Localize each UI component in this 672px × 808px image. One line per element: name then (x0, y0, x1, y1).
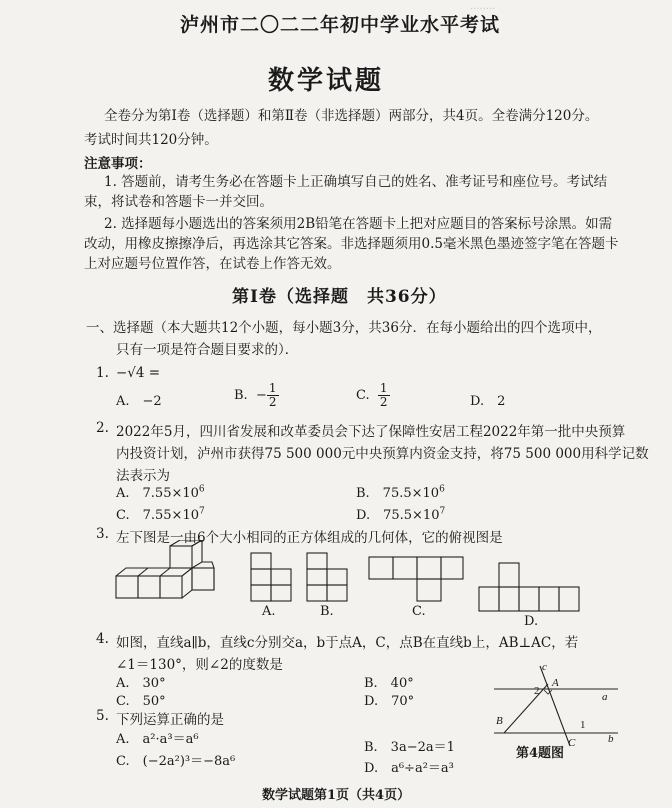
note-2c: 上对应题号位置作答，在试卷上作答无效。 (84, 256, 341, 272)
q5-option-a: A. a²·a³＝a⁶ (116, 732, 199, 747)
q3-option-b: B. (320, 604, 334, 619)
q3-number: 3. (96, 526, 109, 542)
q5-number: 5. (96, 708, 109, 724)
q5-stem: 下列运算正确的是 (116, 712, 224, 728)
label-C: C (568, 737, 576, 749)
q2-option-a: A. $7.55\times 10^6$ (116, 484, 205, 501)
q4-figure (484, 660, 624, 750)
q4-figure-caption: 第4题图 (516, 746, 565, 761)
q1-option-a: A. −2 (116, 394, 162, 409)
q1-option-c: C. $\frac{1}{2}$ (356, 381, 388, 409)
q1-option-b: B. − $\frac{1}{2}$ (234, 381, 277, 409)
exam-title: 泸州市二〇二二年初中学业水平考试 (180, 14, 501, 36)
notes-title: 注意事项： (84, 156, 152, 172)
label-A: A (552, 677, 559, 689)
q3-solid-figure (112, 540, 222, 612)
q2-line-1: 2022年5月，四川省发展和改革委员会下达了保障性安居工程2022年第一批中央预算 (116, 424, 626, 440)
q2-line-2: 内投资计划，泸州市获得75 500 000元中央预算内资金支持，将75 500 000用科学记数 (116, 446, 649, 462)
q2-number: 2. (96, 420, 109, 436)
q3-option-d-figure (478, 562, 582, 614)
q5-option-c: C. (−2a²)³＝−8a⁶ (116, 754, 236, 769)
q2-option-c: C. $7.55\times 10^7$ (116, 506, 205, 523)
q2-option-d: D. $75.5\times 10^7$ (356, 506, 446, 523)
q4-number: 4. (96, 631, 109, 647)
q4-option-d: D. 70° (364, 694, 415, 709)
section-title: 第Ⅰ卷（选择题 共36分） (232, 287, 447, 307)
q4-option-a: A. 30° (116, 676, 166, 691)
label-2: 2 (534, 685, 540, 697)
note-2b: 改动，用橡皮擦擦净后，再选涂其它答案。非选择题须用0.5毫米黑色墨迹签字笔在答题卡 (84, 236, 619, 252)
intro-line-1: 全卷分为第Ⅰ卷（选择题）和第Ⅱ卷（非选择题）两部分，共4页。全卷满分120分。 (104, 108, 599, 124)
q2-option-b: B. $75.5\times 10^6$ (356, 484, 445, 501)
q3-option-c: C. (412, 604, 426, 619)
segment-ab (504, 684, 548, 733)
q5-option-b: B. 3a−2a＝1 (364, 740, 455, 755)
note-2a: 2. 选择题每小题选出的答案须用2B铅笔在答题卡上把对应题目的答案标号涂黑。如需 (104, 216, 613, 232)
bleed-through-text: ‧‧‧‧‧‧‧‧ (470, 4, 496, 15)
label-B: B (496, 715, 503, 727)
q1-option-d: D. 2 (470, 394, 506, 409)
label-a: a (602, 691, 608, 703)
q4-line-1: 如图，直线a∥b，直线c分别交a，b于点A，C，点B在直线b上，AB⊥AC，若 (116, 635, 579, 651)
q3-option-a-figure (250, 552, 292, 604)
q4-option-b: B. 40° (364, 676, 414, 691)
intro-line-2: 考试时间共120分钟。 (84, 132, 218, 148)
page-footer: 数学试题第1页（共4页） (262, 788, 411, 803)
q2-line-3: 法表示为 (116, 468, 170, 484)
q1-number: 1. (96, 365, 109, 381)
q3-stem: 左下图是一由6个大小相同的正方体组成的几何体，它的俯视图是 (116, 530, 503, 546)
part1-title-b: 只有一项是符合题目要求的）． (116, 342, 299, 358)
note-1a: 1. 答题前，请考生务必在答题卡上正确填写自己的姓名、准考证号和座位号。考试结 (104, 174, 608, 190)
q3-option-d: D. (524, 614, 539, 629)
label-c: c (542, 661, 547, 673)
q5-option-d: D. a⁶÷a²＝a³ (364, 761, 454, 776)
q3-option-a: A. (262, 604, 276, 619)
q4-option-c: C. 50° (116, 694, 166, 709)
q1-stem: −√4 = (116, 365, 161, 381)
label-1: 1 (580, 719, 586, 731)
part1-title-a: 一、选择题（本大题共12个小题，每小题3分，共36分．在每小题给出的四个选项中， (86, 320, 602, 336)
q4-line-2: ∠1＝130°，则∠2的度数是 (116, 657, 283, 673)
note-1b: 束，将试卷和答题卡一并交回。 (84, 194, 273, 210)
q3-option-c-figure (368, 556, 464, 606)
label-b: b (608, 733, 614, 745)
exam-subtitle: 数学试题 (268, 66, 385, 96)
q3-option-b-figure (306, 552, 348, 604)
